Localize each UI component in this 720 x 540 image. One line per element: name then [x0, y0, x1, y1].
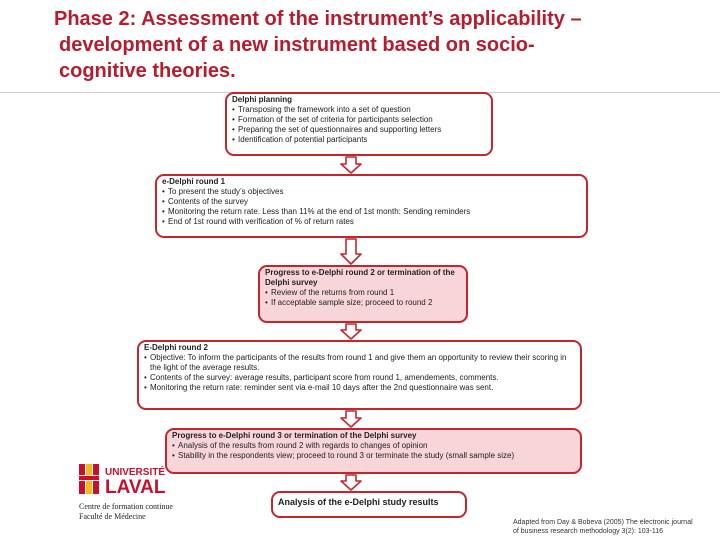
- list-item: • Transposing the framework into a set of question: [232, 105, 486, 115]
- list-item: • To present the study’s objectives: [162, 187, 581, 197]
- list-item: • Review of the returns from round 1: [265, 288, 461, 298]
- list-item: • Contents of the survey: average results, participant score from round 1, amendements, comments.: [144, 373, 575, 383]
- down-arrow-icon: [339, 323, 363, 340]
- progress-round-3-title: Progress to e-Delphi round 3 or termination of the Delphi survey: [172, 431, 417, 440]
- slide-title-line-2: development of a new instrument based on socio-: [59, 34, 535, 56]
- e-delphi-round-1-box: [155, 174, 588, 238]
- footer-institution-line-2: Faculté de Médecine: [79, 512, 146, 521]
- round-1-title: e-Delphi round 1: [162, 177, 226, 186]
- analysis-results-title: Analysis of the e-Delphi study results: [278, 497, 439, 507]
- universite-laval-logo: [79, 462, 229, 502]
- footer-institution-line-1: Centre de formation continue: [79, 502, 173, 511]
- slide-title-line-1: Phase 2: Assessment of the instrument’s applicability –: [54, 8, 582, 30]
- list-item: • Contents of the survey: [162, 197, 581, 207]
- delphi-planning-list: [232, 105, 486, 145]
- e-delphi-round-2-box: [137, 340, 582, 410]
- logo-text-line-1: UNIVERSITÉ: [105, 467, 166, 478]
- round-2-list: [144, 353, 575, 393]
- laval-crest-icon: [79, 462, 229, 502]
- list-item: • Stability in the respondents view; proceed to round 3 or terminate the study (small sample size): [172, 451, 575, 461]
- list-item: • Monitoring the return rate. Less than 11% at the end of 1st month: Sending reminders: [162, 207, 581, 217]
- progress-round-2-title: Progress to e-Delphi round 2 or termination of the Delphi survey: [265, 268, 455, 287]
- down-arrow-icon: [339, 238, 363, 265]
- list-item: • Analysis of the results from round 2 with regards to changes of opinion: [172, 441, 575, 451]
- footer-institution: [79, 502, 173, 522]
- list-item: • Identification of potential participants: [232, 135, 486, 145]
- slide-title: [52, 6, 652, 84]
- slide-title-line-3: cognitive theories.: [59, 60, 236, 82]
- delphi-planning-title: Delphi planning: [232, 95, 292, 104]
- list-item: • Preparing the set of questionnaires and supporting letters: [232, 125, 486, 135]
- down-arrow-icon: [339, 474, 363, 491]
- analysis-results-box: [271, 491, 467, 518]
- list-item: • Monitoring the return rate: reminder sent via e-mail 10 days after the 2nd questionnaire was sent.: [144, 383, 575, 393]
- footer-citation-line-2: of business research methodology 3(2): 103-116: [513, 528, 664, 535]
- list-item: • End of 1st round with verification of % of return rates: [162, 217, 581, 227]
- delphi-planning-box: [225, 92, 493, 156]
- footer-citation: [513, 518, 718, 536]
- round-2-title: E-Delphi round 2: [144, 343, 208, 352]
- list-item: • Objective: To inform the participants of the results from round 1 and give them an opportunity to review their scoring in the light of the average results.: [144, 353, 575, 373]
- list-item: • If acceptable sample size; proceed to round 2: [265, 298, 461, 308]
- down-arrow-icon: [339, 410, 363, 428]
- down-arrow-icon: [339, 156, 363, 174]
- progress-round-2-list: [265, 288, 461, 308]
- round-1-list: [162, 187, 581, 227]
- footer-citation-line-1: Adapted from Day & Bobeva (2005) The electronic journal: [513, 519, 693, 526]
- progress-to-round-2-box: [258, 265, 468, 323]
- logo-text-line-2: LAVAL: [105, 477, 166, 498]
- progress-round-3-list: [172, 441, 575, 461]
- list-item: • Formation of the set of criteria for participants selection: [232, 115, 486, 125]
